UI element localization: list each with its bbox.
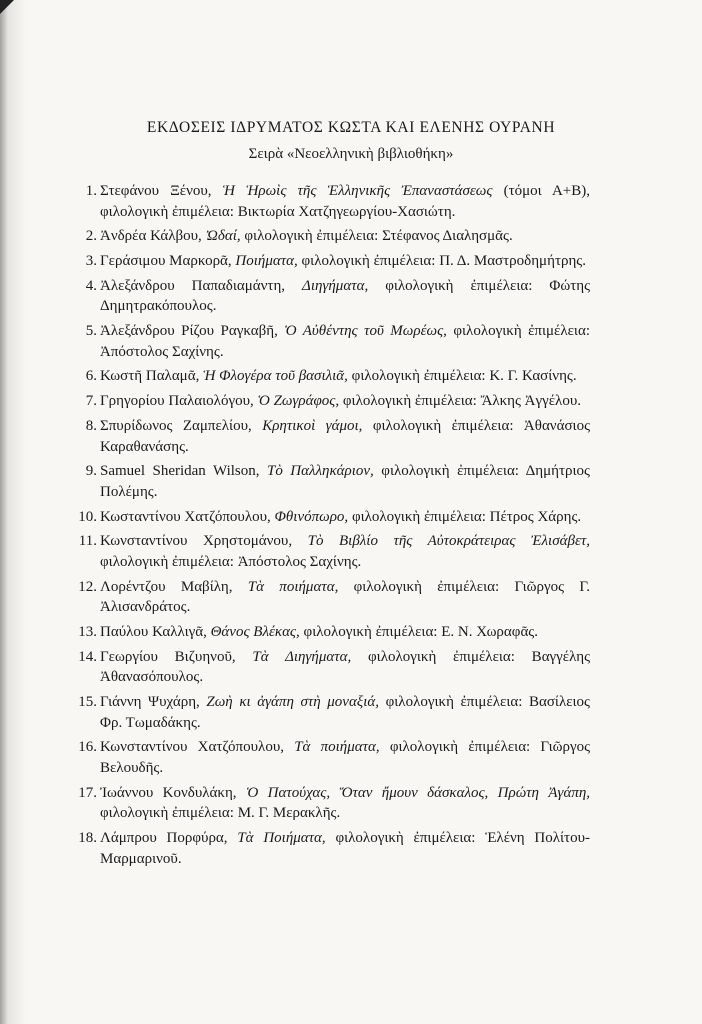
list-item (70, 783, 590, 824)
item-number: 15. (78, 694, 97, 711)
item-title: Διηγήματα, (302, 277, 369, 294)
list-item (70, 692, 590, 733)
list-item (70, 226, 590, 247)
item-author: Γρηγορίου Παλαιολόγου, (100, 393, 254, 410)
item-author: Γεράσιμου Μαρκορᾶ, (100, 253, 232, 270)
item-number: 13. (78, 624, 97, 641)
item-editor: φιλολογικὴ ἐπιμέλεια: Ἄλκης Ἀγγέλου. (342, 393, 581, 410)
list-item (70, 461, 590, 502)
item-number: 14. (78, 648, 97, 665)
item-title: Ποιήματα, (235, 253, 298, 270)
item-title: Τὰ Ποιήματα, (237, 830, 326, 847)
item-title: Τὰ ποιήματα, (247, 578, 339, 595)
publication-list (70, 181, 590, 873)
item-title: Ἡ Φλογέρα τοῦ βασιλιᾶ, (203, 368, 348, 385)
series-title: Σειρὰ «Νεοελληνικὴ βιβλιοθήκη» (248, 146, 454, 162)
list-item (70, 321, 590, 362)
item-author: Κωστῆ Παλαμᾶ, (100, 368, 200, 385)
item-author: Στεφάνου Ξένου, (100, 183, 212, 199)
item-editor: φιλολογικὴ ἐπιμέλεια: Φώτης Δημητρακόπουλος. (100, 277, 591, 315)
item-author: Samuel Sheridan Wilson, (100, 463, 260, 480)
item-editor: φιλολογικὴ ἐπιμέλεια: Μ. Γ. Μερακλῆς. (100, 805, 341, 822)
item-editor: φιλολογικὴ ἐπιμέλεια: Γιῶργος Γ. Ἀλισανδράτος. (100, 578, 590, 616)
item-author: Κωνσταντίνου Χρηστομάνου, (100, 533, 293, 550)
item-editor: φιλολογικὴ ἐπιμέλεια: Δημήτριος Πολέμης. (100, 463, 590, 500)
item-number: 7. (85, 393, 97, 410)
item-author: Κωνσταντίνου Χατζόπουλου, (100, 739, 284, 756)
item-title: Θάνος Βλέκας, (210, 624, 300, 641)
item-title: Ὁ Πατούχας, Ὅταν ἤμουν δάσκαλος, Πρώτη Ἀγάπη, (245, 784, 591, 801)
item-number: 17. (78, 784, 97, 801)
item-number: 6. (85, 368, 97, 385)
item-title: Τὸ Βιβλίο τῆς Αὐτοκράτειρας Ἐλισάβετ, (307, 533, 590, 550)
item-editor: φιλολογικὴ ἐπιμέλεια: Πέτρος Χάρης. (351, 508, 582, 525)
item-title: Τὰ ποιήματα, (294, 739, 380, 756)
list-item (70, 276, 590, 317)
item-title: Ἡ Ἡρωὶς τῆς Ἑλληνικῆς Ἐπαναστάσεως (222, 183, 493, 199)
item-title: Ὁ Ζωγράφος, (257, 393, 340, 410)
list-item (70, 647, 590, 688)
item-editor: φιλολογικὴ ἐπιμέλεια: Στέφανος Διαλησμᾶς. (244, 228, 513, 245)
item-author: Ἰωάννου Κονδυλάκη, (100, 784, 237, 801)
item-author: Λορέντζου Μαβίλη, (100, 578, 233, 595)
item-title: Ζωὴ κι ἀγάπη στὴ μοναξιά, (206, 694, 380, 711)
item-number: 11. (78, 533, 97, 550)
list-item (70, 366, 590, 387)
list-item (70, 531, 590, 572)
list-item (70, 622, 590, 643)
item-number: 4. (85, 277, 97, 294)
item-author: Ἀλεξάνδρου Ρίζου Ραγκαβῆ, (100, 323, 278, 340)
item-editor: φιλολογικὴ ἐπιμέλεια: Ἀπόστολος Σαχίνης. (100, 323, 590, 360)
item-number: 1. (85, 183, 97, 199)
item-editor: φιλολογικὴ ἐπιμέλεια: Γιῶργος Βελουδῆς. (100, 739, 591, 776)
item-author: Παύλου Καλλιγᾶ, (100, 624, 207, 641)
item-author: Λάμπρου Πορφύρα, (100, 830, 228, 847)
list-item (70, 507, 590, 528)
item-title: Τὰ Διηγήματα, (252, 648, 352, 665)
item-editor: φιλολογικὴ ἐπιμέλεια: Ἀθανάσιος Καραθανάσης. (100, 418, 591, 455)
item-editor: (τόμοι Α+Β), φιλολογικὴ ἐπιμέλεια: Βικτωρία Χατζηγεωργίου-Χασιώτη. (100, 183, 591, 220)
item-number: 5. (85, 323, 97, 340)
item-title: Ὁ Αὐθέντης τοῦ Μωρέως, (284, 323, 447, 340)
item-editor: φιλολογικὴ ἐπιμέλεια: Κ. Γ. Κασίνης. (351, 368, 577, 385)
publisher-heading: ΕΚΔΟΣΕΙΣ ΙΔΡΥΜΑΤΟΣ ΚΩΣΤΑ ΚΑΙ ΕΛΕΝΗΣ ΟΥΡΑΝΗ (146, 119, 556, 136)
item-author: Γιάννη Ψυχάρη, (100, 694, 200, 711)
list-item (70, 181, 590, 222)
item-author: Ἀνδρέα Κάλβου, (100, 228, 202, 245)
item-title: Φθινόπωρο, (274, 508, 349, 525)
list-item (70, 416, 590, 457)
item-editor: φιλολογικὴ ἐπιμέλεια: Ἀπόστολος Σαχίνης. (100, 553, 362, 570)
item-number: 10. (78, 508, 97, 525)
corner-mark (0, 0, 14, 14)
item-number: 12. (78, 578, 97, 595)
item-number: 16. (78, 739, 97, 756)
list-item (70, 577, 590, 618)
item-editor: φιλολογικὴ ἐπιμέλεια: Βαγγέλης Ἀθανασόπουλος. (100, 648, 591, 686)
item-title: Τὸ Παλληκάριον, (266, 463, 374, 480)
item-editor: φιλολογικὴ ἐπιμέλεια: Ε. Ν. Χωραφᾶς. (303, 624, 538, 641)
list-item (70, 737, 590, 778)
item-title: Κρητικοὶ γάμοι, (262, 418, 363, 435)
list-item (70, 391, 590, 412)
item-number: 8. (85, 418, 97, 435)
list-item (70, 251, 590, 272)
list-item (70, 828, 590, 869)
item-number: 9. (85, 463, 97, 480)
item-editor: φιλολογικὴ ἐπιμέλεια: Ἑλένη Πολίτου-Μαρμαρινοῦ. (100, 830, 590, 867)
item-number: 18. (78, 830, 97, 847)
item-title: Ὠδαί, (205, 228, 241, 245)
item-author: Ἀλεξάνδρου Παπαδιαμάντη, (100, 277, 286, 294)
item-author: Γεωργίου Βιζυηνοῦ, (100, 648, 236, 665)
item-author: Κωσταντίνου Χατζόπουλου, (100, 508, 271, 525)
item-author: Σπυρίδωνος Ζαμπελίου, (100, 418, 252, 435)
item-number: 3. (85, 253, 97, 270)
item-number: 2. (85, 228, 97, 245)
item-editor: φιλολογικὴ ἐπιμέλεια: Π. Δ. Μαστροδημήτρης. (301, 253, 586, 270)
item-editor: φιλολογικὴ ἐπιμέλεια: Βασίλειος Φρ. Τωμαδάκης. (100, 694, 590, 731)
